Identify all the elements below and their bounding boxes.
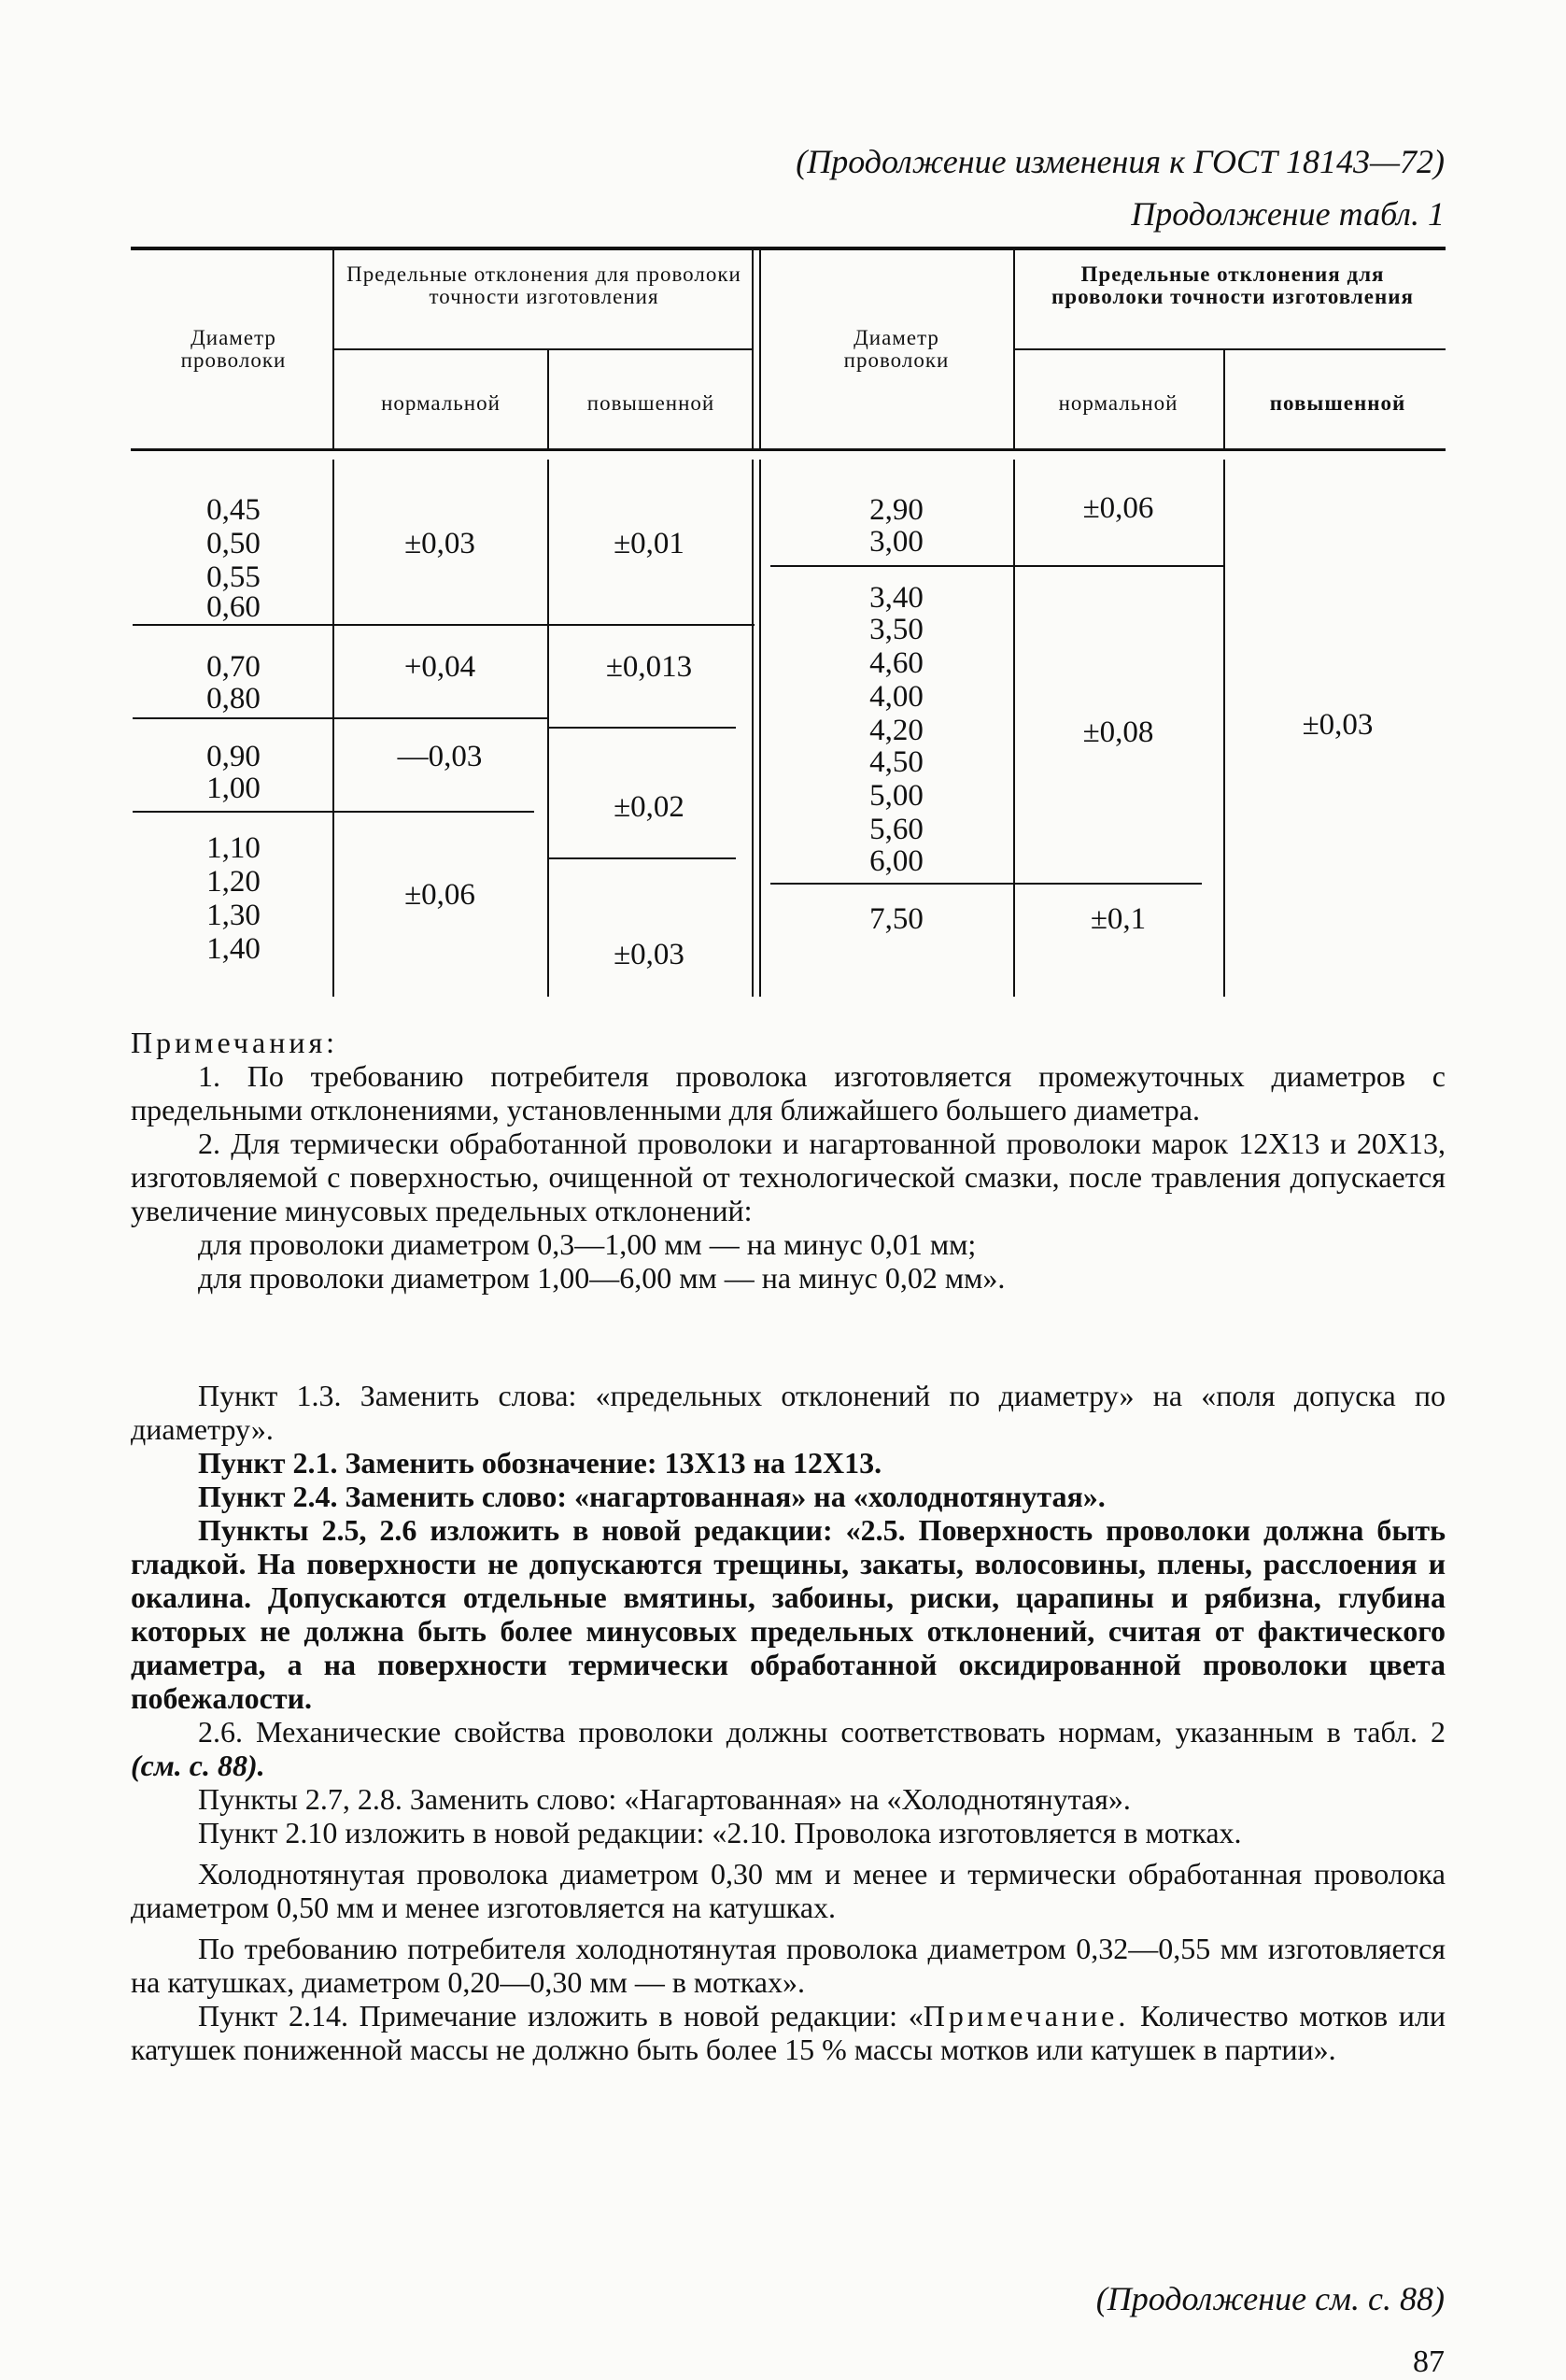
tolerance-cell: —0,03 [397, 740, 483, 773]
note-item: 2. Для термически обработанной проволоки и нагартованной проволоки марок 12Х13 и 20Х13, изготовляемой с поверхностью, очищенной от технологической смазки, после травления допускается увеличение минусовых предельных отклонений: [131, 1126, 1446, 1227]
tolerance-cell: ±0,06 [404, 878, 475, 912]
diameter-cell: 1,10 [206, 831, 261, 865]
diameter-cell: 0,70 [206, 650, 261, 684]
diameter-cell: 3,40 [869, 581, 924, 615]
diameter-cell: 3,50 [869, 613, 924, 646]
group-separator [549, 857, 736, 859]
page-reference: (см. с. 88). [131, 1749, 265, 1782]
diameter-cell: 0,60 [206, 590, 261, 624]
group-separator [770, 565, 1015, 567]
tolerance-cell: ±0,02 [614, 790, 684, 824]
tolerance-cell: ±0,08 [1082, 715, 1154, 749]
table-divider [1223, 350, 1225, 448]
diameter-cell: 4,00 [869, 680, 924, 714]
group-separator [332, 811, 534, 813]
header-diameter-right: Диаметр проволоки [843, 326, 950, 372]
paragraph [131, 1999, 1446, 2066]
tolerance-cell: ±0,013 [605, 650, 693, 684]
header-normal-left: нормальной [381, 391, 501, 415]
paragraph: Пункт 2.4. Заменить слово: «нагартованная» на «холоднотянутая». [198, 1480, 1106, 1513]
header-tolerance-group-left: Предельные отклонения для проволоки точности изготовления [346, 262, 741, 308]
table-divider [1013, 460, 1015, 997]
group-separator [133, 811, 332, 813]
tolerance-cell: ±0,06 [1082, 491, 1154, 525]
paragraph: Холоднотянутая проволока диаметром 0,30 мм и менее и термически обработанная проволока диаметром 0,50 мм и менее изготовляется на катушках. [131, 1857, 1446, 1924]
header-tolerance-group-right: Предельные отклонения для проволоки точности изготовления [1051, 262, 1414, 308]
diameter-cell: 7,50 [869, 902, 924, 936]
diameter-cell: 6,00 [869, 844, 924, 878]
continued-footer: (Продолжение см. с. 88) [1095, 2280, 1445, 2317]
paragraph-text: Количество мотков или катушек пониженной массы не должно быть более 15 % массы мотков или катушек в партии». [131, 1999, 1446, 2066]
note-label: Примечание. [923, 1999, 1130, 2033]
group-separator [549, 727, 736, 729]
header-high-left: повышенной [586, 391, 715, 415]
paragraph: Пункт 1.3. Заменить слова: «предельных отклонений по диаметру» на «поля допуска по диаметру». [131, 1379, 1446, 1446]
diameter-cell: 5,00 [869, 779, 924, 813]
paragraph: Пункты 2.5, 2.6 изложить в новой редакции: «2.5. Поверхность проволоки должна быть гладкой. На поверхности не допускаются трещины, закаты, волосовины, плены, расслоения и окалина. Допускаются отдельные вмятины, забоины, риски, царапины и рябизна, глубина которых не должна быть более минусовых предельных отклонений, считая от фактического диаметра, а на поверхности термически обработанной оксидированной проволоки цвета побежалости. [131, 1513, 1446, 1715]
group-separator [1015, 565, 1223, 567]
table-divider [759, 460, 761, 997]
table-divider [752, 460, 754, 997]
group-separator [133, 717, 549, 719]
table-subheader-rule [1013, 348, 1446, 350]
diameter-cell: 4,20 [869, 714, 924, 747]
table-header-rule [131, 448, 1446, 451]
header-high-right: повышенной [1269, 391, 1406, 415]
notes-heading: Примечания: [131, 1026, 339, 1059]
diameter-cell: 1,40 [206, 932, 261, 966]
table-divider [1223, 460, 1225, 997]
table-divider [547, 350, 549, 448]
header-diameter-left: Диаметр проволоки [180, 326, 287, 372]
paragraph: Пункты 2.7, 2.8. Заменить слово: «Нагартованная» на «Холоднотянутая». [198, 1782, 1131, 1816]
diameter-cell: 1,30 [206, 899, 261, 932]
paragraph: Пункт 2.10 изложить в новой редакции: «2.10. Проволока изготовляется в мотках. [198, 1816, 1242, 1849]
diameter-cell: 0,80 [206, 682, 261, 715]
table-top-rule [131, 247, 1446, 250]
paragraph: Пункт 2.1. Заменить обозначение: 13Х13 на 12Х13. [198, 1446, 882, 1480]
diameter-cell: 0,90 [206, 740, 261, 773]
tolerance-cell: +0,04 [403, 650, 476, 684]
table-notes [131, 1026, 1446, 1295]
tolerance-cell: ±0,01 [614, 527, 684, 560]
diameter-cell: 2,90 [869, 493, 924, 527]
document-title: (Продолжение изменения к ГОСТ 18143—72) [796, 143, 1445, 180]
note-item: для проволоки диаметром 1,00—6,00 мм — на минус 0,02 мм». [198, 1261, 1006, 1295]
diameter-cell: 3,00 [869, 525, 924, 559]
table-continuation-label: Продолжение табл. 1 [1131, 195, 1445, 233]
paragraph-text: Пункт 2.14. Примечание изложить в новой редакции: « [198, 1999, 924, 2033]
diameter-cell: 5,60 [869, 813, 924, 846]
paragraph-text: 2.6. Механические свойства проволоки должны соответствовать нормам, указанным в табл. 2 [198, 1715, 1446, 1749]
diameter-cell: 0,55 [206, 560, 261, 594]
header-normal-right: нормальной [1058, 391, 1178, 415]
diameter-cell: 0,50 [206, 527, 261, 560]
diameter-cell: 0,45 [206, 493, 261, 527]
table-subheader-rule [332, 348, 754, 350]
diameter-cell: 1,00 [206, 772, 261, 805]
tolerance-cell: ±0,03 [614, 938, 684, 971]
amendment-text [131, 1379, 1446, 2066]
note-item: 1. По требованию потребителя проволока изготовляется промежуточных диаметров с предельными отклонениями, установленными для ближайшего большего диаметра. [131, 1059, 1446, 1126]
paragraph: По требованию потребителя холоднотянутая проволока диаметром 0,32—0,55 мм изготовляется на катушках, диаметром 0,20—0,30 мм — в мотках». [131, 1932, 1446, 1999]
diameter-cell: 4,60 [869, 646, 924, 680]
page-number: 87 [1413, 2345, 1445, 2379]
group-separator [1015, 883, 1202, 885]
note-item: для проволоки диаметром 0,3—1,00 мм — на минус 0,01 мм; [198, 1227, 977, 1261]
tolerance-cell: ±0,03 [404, 527, 475, 560]
tolerance-cell: ±0,1 [1090, 902, 1147, 936]
tolerance-cell: ±0,03 [1302, 708, 1374, 742]
diameter-cell: 4,50 [869, 745, 924, 779]
diameter-cell: 1,20 [206, 865, 261, 899]
group-separator [770, 883, 1015, 885]
paragraph [131, 1715, 1446, 1782]
table-divider [759, 250, 761, 448]
table-divider [332, 460, 334, 997]
